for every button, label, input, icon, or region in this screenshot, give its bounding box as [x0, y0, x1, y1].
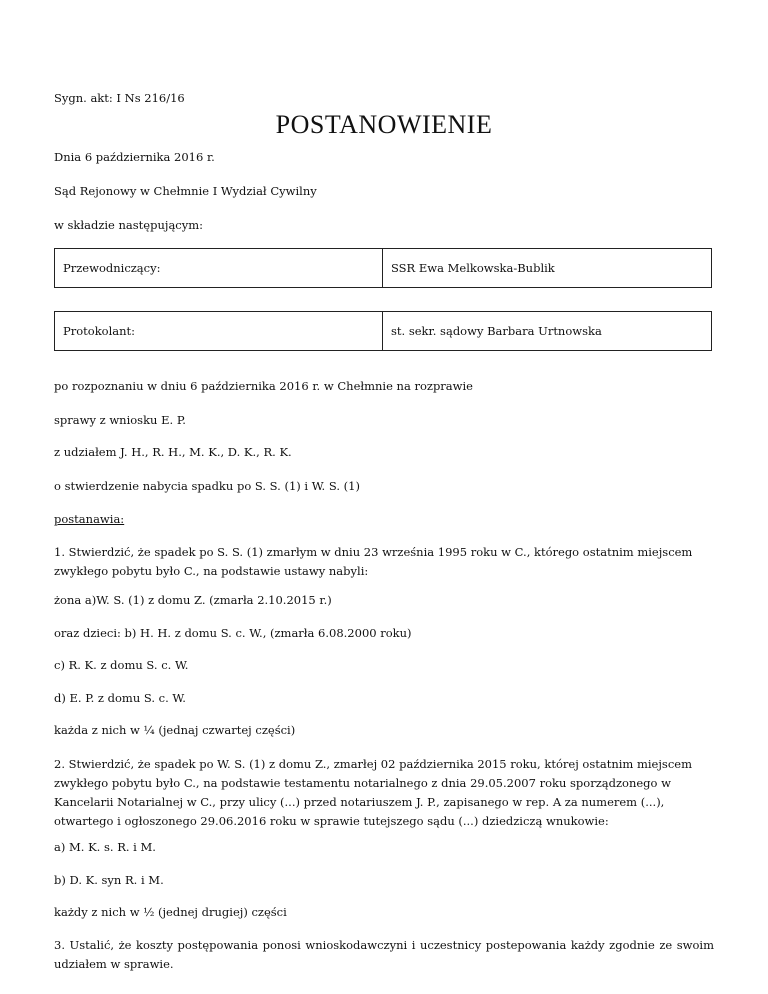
date-line: Dnia 6 października 2016 r. — [54, 150, 215, 164]
panel-name: SSR Ewa Melkowska-Bublik — [391, 261, 555, 275]
panel-name: st. sekr. sądowy Barbara Urtnowska — [391, 324, 602, 338]
participants-line: z udziałem J. H., R. H., M. K., D. K., R. K. — [54, 445, 292, 459]
decides-heading: postanawia: — [54, 512, 125, 526]
court-name: Sąd Rejonowy w Chełmnie I Wydział Cywilny — [54, 184, 317, 198]
grandchild-b: b) D. K. syn R. i M. — [54, 873, 164, 887]
document-title: POSTANOWIENIE — [275, 110, 493, 139]
heir-b: oraz dzieci: b) H. H. z domu S. c. W., (zmarła 6.08.2000 roku) — [54, 626, 412, 640]
point-2: 2. Stwierdzić, że spadek po W. S. (1) z domu Z., zmarłej 02 października 2015 roku, której ostatnim miejscem zwykłego pobytu było C., na podstawie testamentu notarialnego z dnia 29.05.2007 roku sporządzonego w Kancelarii Notarialnej w C., przy ulicy (...) przed notariuszem J. P., zapisanego w rep. A za numerem (...), otwartego i ogłoszonego 29.06.2016 roku w sprawie tutejszego sądu (...) dziedziczą wnukowie: — [54, 757, 692, 828]
point-1: 1. Stwierdzić, że spadek po S. S. (1) zmarłym w dniu 23 września 1995 roku w C., którego ostatnim miejscem zwykłego pobytu było C., na podstawie ustawy nabyli: — [54, 545, 693, 578]
composition-line: w składzie następującym: — [54, 218, 204, 232]
heir-wife: żona a)W. S. (1) z domu Z. (zmarła 2.10.2015 r.) — [54, 593, 332, 607]
panel-row-presiding — [54, 248, 712, 288]
share-2: każdy z nich w ½ (jednej drugiej) części — [54, 905, 287, 919]
case-signature: Sygn. akt: I Ns 216/16 — [54, 91, 185, 105]
hearing-line: po rozpoznaniu w dniu 6 października 2016 r. w Chełmnie na rozprawie — [54, 379, 473, 393]
share-1: każda z nich w ¼ (jednaj czwartej części) — [54, 723, 296, 737]
point-3: 3. Ustalić, że koszty postępowania ponosi wnioskodawczyni i uczestnicy postepowania każdy zgodnie ze swoim udziałem w sprawie. — [54, 938, 714, 971]
heir-d: d) E. P. z domu S. c. W. — [54, 691, 186, 705]
panel-role: Protokolant: — [55, 312, 383, 350]
applicant-line: sprawy z wniosku E. P. — [54, 413, 186, 427]
heir-c: c) R. K. z domu S. c. W. — [54, 658, 189, 672]
panel-role: Przewodniczący: — [55, 249, 383, 287]
panel-row-recorder — [54, 311, 712, 351]
subject-line: o stwierdzenie nabycia spadku po S. S. (1) i W. S. (1) — [54, 479, 360, 493]
grandchild-a: a) M. K. s. R. i M. — [54, 840, 156, 854]
